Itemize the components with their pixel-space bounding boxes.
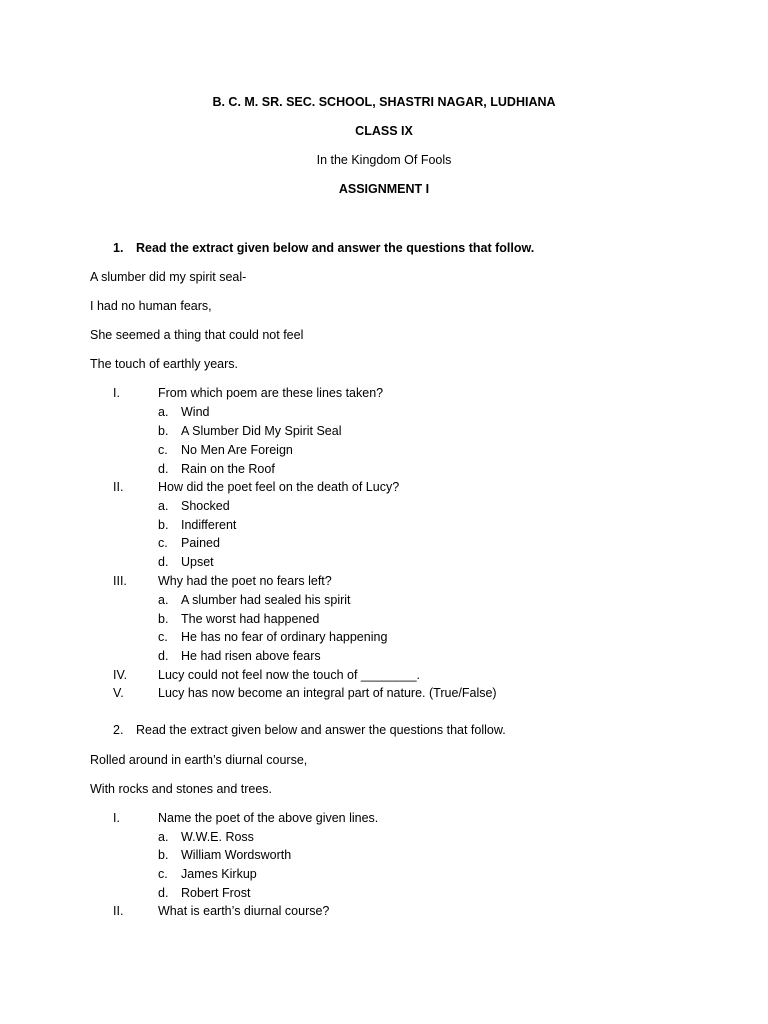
option-text: No Men Are Foreign bbox=[181, 443, 293, 457]
q1-sub-question: Lucy could not feel now the touch of ________. bbox=[158, 668, 420, 682]
q1-extract-line: I had no human fears, bbox=[90, 299, 212, 313]
option-letter: b. bbox=[158, 518, 169, 532]
q1-sub-number: I. bbox=[113, 386, 120, 400]
option-text: Rain on the Roof bbox=[181, 462, 275, 476]
q1-number: 1. bbox=[113, 241, 124, 255]
option-letter: d. bbox=[158, 462, 169, 476]
q2-extract-line: With rocks and stones and trees. bbox=[90, 782, 273, 796]
option-letter: a. bbox=[158, 405, 169, 419]
option-text: Indifferent bbox=[181, 518, 237, 532]
q1-extract-line: The touch of earthly years. bbox=[90, 357, 238, 371]
option-text: W.W.E. Ross bbox=[181, 830, 254, 844]
q1-instruction: Read the extract given below and answer the questions that follow. bbox=[136, 241, 535, 255]
option-letter: a. bbox=[158, 830, 169, 844]
option-letter: c. bbox=[158, 443, 168, 457]
q1-sub-number: III. bbox=[113, 574, 127, 588]
option-text: A slumber had sealed his spirit bbox=[181, 593, 351, 607]
option-letter: b. bbox=[158, 612, 169, 626]
option-letter: d. bbox=[158, 649, 169, 663]
option-text: William Wordsworth bbox=[181, 848, 292, 862]
q1-sub-number: IV. bbox=[113, 668, 128, 682]
q2-number: 2. bbox=[113, 723, 124, 737]
option-letter: d. bbox=[158, 886, 169, 900]
option-letter: c. bbox=[158, 630, 168, 644]
q1-extract-line: She seemed a thing that could not feel bbox=[90, 328, 304, 342]
q1-sub-question: How did the poet feel on the death of Lucy? bbox=[158, 480, 400, 494]
assignment-title: ASSIGNMENT I bbox=[338, 182, 430, 196]
option-letter: a. bbox=[158, 593, 169, 607]
q1-sub-question: From which poem are these lines taken? bbox=[158, 386, 384, 400]
option-letter: b. bbox=[158, 848, 169, 862]
q2-sub-question: What is earth’s diurnal course? bbox=[158, 904, 330, 918]
option-text: James Kirkup bbox=[181, 867, 257, 881]
q1-sub-question: Lucy has now become an integral part of nature. (True/False) bbox=[158, 686, 497, 700]
option-letter: b. bbox=[158, 424, 169, 438]
option-text: The worst had happened bbox=[181, 612, 320, 626]
option-text: A Slumber Did My Spirit Seal bbox=[181, 424, 342, 438]
q2-sub-number: II. bbox=[113, 904, 124, 918]
q1-sub-question: Why had the poet no fears left? bbox=[158, 574, 332, 588]
option-text: He had risen above fears bbox=[181, 649, 321, 663]
option-text: Wind bbox=[181, 405, 210, 419]
option-letter: a. bbox=[158, 499, 169, 513]
option-text: Robert Frost bbox=[181, 886, 251, 900]
q2-sub-question: Name the poet of the above given lines. bbox=[158, 811, 379, 825]
option-text: Upset bbox=[181, 555, 214, 569]
school-name: B. C. M. SR. SEC. SCHOOL, SHASTRI NAGAR, LUDHIANA bbox=[212, 95, 556, 109]
chapter-title: In the Kingdom Of Fools bbox=[316, 153, 452, 167]
option-text: Shocked bbox=[181, 499, 230, 513]
class-label: CLASS IX bbox=[355, 124, 413, 138]
q1-extract-line: A slumber did my spirit seal- bbox=[90, 270, 247, 284]
option-text: He has no fear of ordinary happening bbox=[181, 630, 388, 644]
option-letter: c. bbox=[158, 867, 168, 881]
q1-sub-number: V. bbox=[113, 686, 124, 700]
q2-extract-line: Rolled around in earth’s diurnal course, bbox=[90, 753, 308, 767]
option-letter: d. bbox=[158, 555, 169, 569]
option-text: Pained bbox=[181, 536, 220, 550]
q1-sub-number: II. bbox=[113, 480, 124, 494]
q2-instruction: Read the extract given below and answer the questions that follow. bbox=[136, 723, 506, 737]
option-letter: c. bbox=[158, 536, 168, 550]
q2-sub-number: I. bbox=[113, 811, 120, 825]
